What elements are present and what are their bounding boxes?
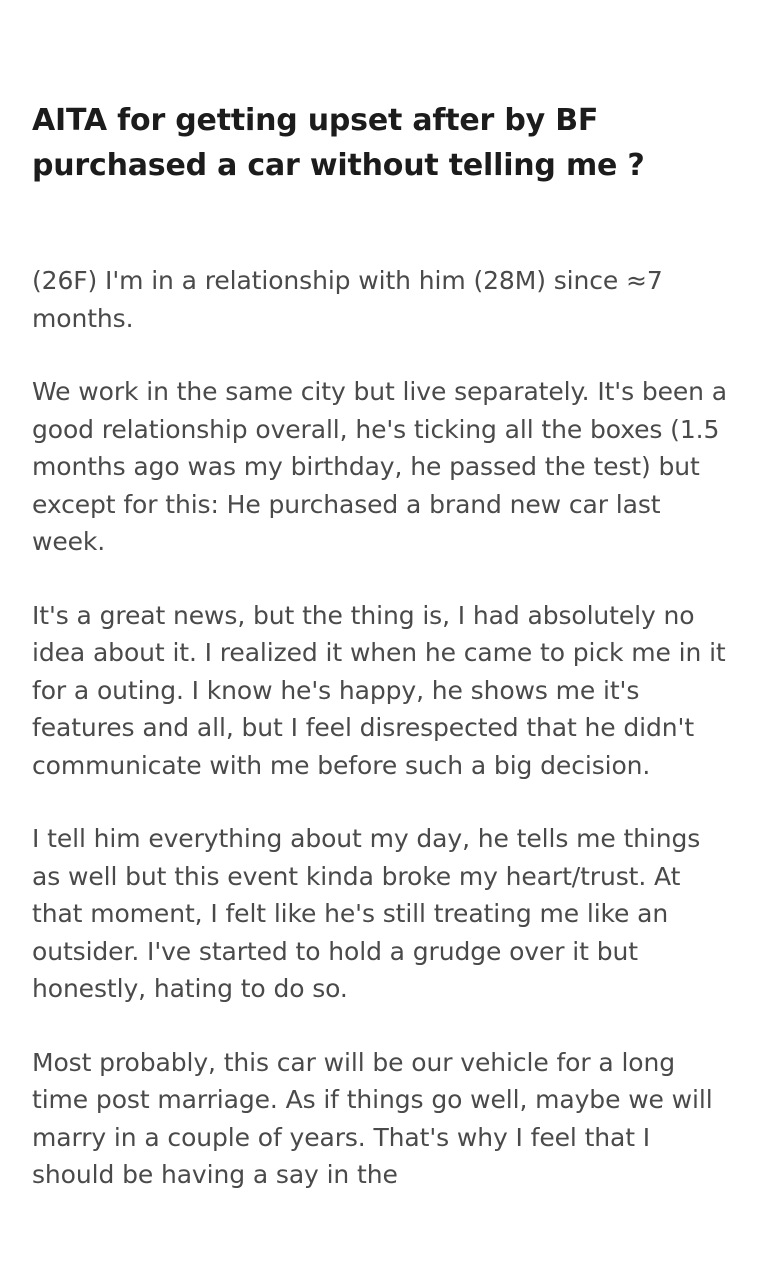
body-paragraph: We work in the same city but live separately. It's been a good relationship overall, he's ticking all the boxes (1.5 months ago was my birthday, he passed the test) but except for this: He purchased a brand new car last week. (32, 377, 727, 556)
body-paragraph: I tell him everything about my day, he tells me things as well but this event kinda broke my heart/trust. At that moment, I felt like he's still treating me like an outsider. I've started to hold a grudge over it but honestly, hating to do so. (32, 824, 701, 1003)
body-paragraph: It's a great news, but the thing is, I had absolutely no idea about it. I realized it when he came to pick me in it for a outing. I know he's happy, he shows me it's features and all, but I feel disrespected that he didn't communicate with me before such a big decision. (32, 600, 726, 780)
body-paragraph: (26F) I'm in a relationship with him (28M) since ≈7 months. (32, 266, 663, 333)
page-title: AITA for getting upset after by BF purchased a car without telling me ? (32, 103, 645, 183)
body-paragraph: Most probably, this car will be our vehicle for a long time post marriage. As if things go well, maybe we will marry in a couple of years. That's why I feel that I should be having a say in the (32, 1047, 713, 1189)
post-body (32, 262, 730, 1194)
